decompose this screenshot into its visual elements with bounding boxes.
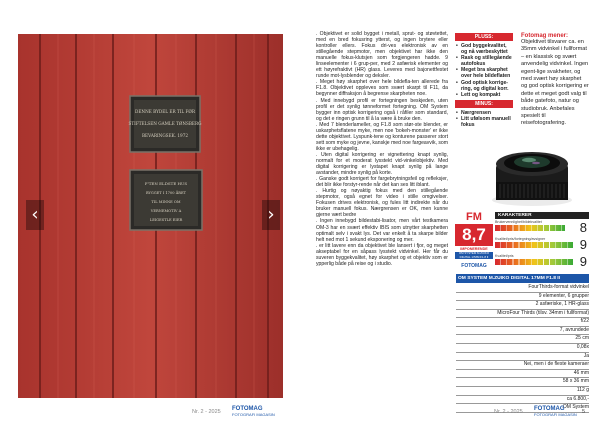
brand-name: FOTOMAG	[534, 406, 565, 412]
fotomag-logo-right	[534, 406, 577, 417]
spec-row: 112 g	[456, 387, 589, 396]
fotomag-verdict	[521, 33, 589, 128]
grade-label: Kvalitet/pris/fortegning/avsigner	[495, 237, 546, 241]
spec-row: 25 cm	[456, 335, 589, 344]
lens-sample-photo	[18, 34, 283, 398]
con-item: • Litt ufølsom manuell fokus	[461, 116, 513, 128]
plaque1-line: DENNE BYDEL ER TIL FØR	[134, 109, 196, 114]
left-page-issue: Nr. 2 - 2025	[192, 409, 221, 415]
paragraph-sharpness: . Meget høy skarphet over hele bildefla-ten allerede fra F1.8. Objektivet oppleves som svært skarpt til F11, da begynner diffraksjon å begrense skarpheten noe.	[316, 79, 448, 98]
grade-score: 9	[579, 237, 587, 252]
spec-row: f/22	[456, 318, 589, 327]
badge-caption: IMPONERENDE	[460, 247, 488, 251]
next-page-button[interactable]	[262, 200, 280, 230]
brand-sub: FOTOGRAFI MAGASIN	[534, 412, 577, 417]
spec-row: OM System	[456, 404, 589, 413]
pro-item: • Meget bra skarphet over hele bildeflaten	[461, 67, 513, 79]
paragraph-price: . er litt lavere enn da objektivet ble lansert i fjor, og meget akseptabel for en såpass lysstekt vidvinkel. Her får du suveren byggekvalitet, høy skarphet og et objektiv som er ypperlig både på reise og i studio.	[316, 242, 448, 267]
brand-name: FOTOMAG	[232, 406, 263, 412]
article-body	[316, 31, 448, 267]
grade-label: Kvalitet/pris	[495, 254, 514, 258]
pros-header: PLUSS:	[455, 33, 513, 41]
plaque2-line: BYGGET I 1700 ÅRET	[145, 191, 187, 195]
brand-sub: FOTOGRAFI MAGASIN	[232, 412, 275, 417]
pros-list	[455, 43, 513, 98]
cons-header: MINUS:	[455, 100, 513, 108]
spec-row: FourThirds-format vidvinkel	[456, 284, 589, 293]
plaque1-line: STIFTELSEN GAMLE TØNSBERG	[128, 121, 202, 126]
chevron-left-icon: ‹	[31, 204, 39, 225]
plaque2-line: TIL MINNE OM	[151, 200, 181, 204]
total-score: 8,7	[455, 224, 493, 246]
grades-panel	[495, 212, 589, 270]
right-page-issue: Nr. 2 - 2025	[494, 409, 523, 415]
lens-product-image	[474, 142, 590, 208]
con-item: • Nærgrensen	[461, 110, 513, 116]
verdict-title: Fotomag mener:	[521, 33, 569, 39]
grade-label: Brukervennlighet/bildekvalitet	[495, 220, 542, 224]
page-number: 5	[582, 409, 586, 415]
paragraph-stabilization: . Ingen innebygd bildestabi-lisator, men vårt testkamera OM-3 har en svært effektiv IBIS som utnytter skarphetten optimalt selv i svakt lys. Det var enkelt å ta skarpe bilder helt ned mot 1 sekund eksponering og mer.	[316, 218, 448, 243]
score-badge	[455, 210, 493, 270]
cons-list	[455, 110, 513, 128]
badge-fm: FM	[466, 211, 482, 223]
badge-brand: FOTOMAG	[461, 263, 487, 269]
paragraph-distortion: . Med innebygd profil er fortegningen beskjeden, uten profil er det synlig tønneformet fortegning. OM System bygger inn optisk korrigering også i råfiler som standard, og det e ringen grunn til å la være å bruke den.	[316, 97, 448, 122]
paragraph-vignetting: . Uten digital korrigering er vignettering knapt synlig, normalt for et moderat lysstekt vid-vinkelobjektiv. Med digital korrigering er lystapet knapt synlig på lange avstander, mindre synlig på korte.	[316, 151, 448, 177]
verdict-text: Objektivet tilsvarer ca. en 35mm vidvinkel i fullformat – en klassisk og svært anvendelig vidvinkel. Ingen egent-lige svakheter, og med svært høy skarphet og god optisk korrigering er dette et meget godt valg til både gatefoto, natur og studiobruk. Anbefales spesielt til reisefotografering.	[521, 39, 589, 127]
spec-row: 46 mm	[456, 370, 589, 379]
spec-row: 7, avrundede	[456, 327, 589, 336]
fotomag-logo-left	[232, 406, 275, 417]
grade-row	[495, 237, 589, 253]
spec-row: 2 asfæriske, 1 HR-glass	[456, 301, 589, 310]
spec-row: ca 6.800,-	[456, 396, 589, 405]
spec-row: Nei, men i de fleste kameraer	[456, 361, 589, 370]
spec-row: 58 x 36 mm	[456, 378, 589, 387]
pro-item: • God optisk korrige-ring, og digital korr.	[461, 80, 513, 92]
prev-page-button[interactable]	[26, 200, 44, 230]
grade-row	[495, 220, 589, 236]
plaque2-line: LEIGESTLE EIER	[149, 218, 183, 222]
plaque1-line: BEVARINGSEK. 1972	[141, 133, 189, 138]
wall-plaques-image	[18, 34, 283, 398]
grade-score: 8	[579, 220, 587, 235]
paragraph-bokeh: . Med 7 blenderlameller, og F1.8 som stør-ste blender, er uskarphetsflatene myke, men noe 'bokeh-monster' er ikke dette objektivet. Lyspunk-tene og konturene passerer stort sett som myke og jevne, kanskje med noe fargeavvik, som ikke er ubehagelig.	[316, 121, 448, 152]
paragraph-focus: . Hurtig og nøyaktig fokus med den stillegående stepmotor, også egnet for video i stille omgivelser. Fokusen drives elektronisk, og fules litt indirekte når du bruker manuell fokus. Nærgrensen er OK, men kunne gjerne vært bedre	[316, 188, 448, 219]
badge-product: OM SYSTEM M.ZUIKO DIGITAL 17MM F1.8 II	[455, 252, 493, 259]
paragraph-build: . Objektivet er solid bygget i metall, sprut- og støvtettet, med en bred fokusring ytterst, og ingen brytere eller kontroller ellers. Fokus dri-ves elektronisk av en stillegående stepmotor, men objektivet har ikke den manuelle fokus-klutsjen som forgjengeren hadde. 9 linseelementer i 6 grup-per, med 2 asfærisk elementer og ett høyrefraktivt (HR) glass. Leveres med bajonettfestet runde mot-lysblender og deksler.	[316, 31, 448, 80]
grades-header: KARAKTERER	[495, 212, 589, 219]
pros-cons-box	[455, 33, 513, 130]
spec-row: 0,08x	[456, 344, 589, 353]
spec-table	[456, 284, 589, 413]
pro-item: • God byggekvalitet, og nå værbeskyttet	[461, 43, 513, 55]
pro-item: • Rask og stillegående autofokus	[461, 55, 513, 67]
spec-row: 9 elementer, 6 grupper	[456, 293, 589, 302]
grade-row	[495, 254, 589, 270]
pro-item: • Lett og kompakt	[461, 92, 513, 98]
chevron-right-icon: ›	[267, 204, 275, 225]
spec-table-title: OM SYSTEM M.ZUIKO DIGITAL 17MM F1.8 II	[456, 274, 589, 283]
spec-row: Ja	[456, 353, 589, 362]
grade-score: 9	[579, 254, 587, 269]
plaque2-line: VERNEMOTIV A	[150, 209, 182, 213]
plaque2-line: F'TEN ELDSTE HUS	[144, 181, 188, 186]
paragraph-ca: . Ganske godt korrigert for fargebrytningsfeil og refleksjer, det blir ikke forstyr-rende når det kan ses litt iblant.	[316, 176, 448, 189]
spec-row: MicroFour Thirds (tilsv. 34mm i fullformat)	[456, 310, 589, 319]
